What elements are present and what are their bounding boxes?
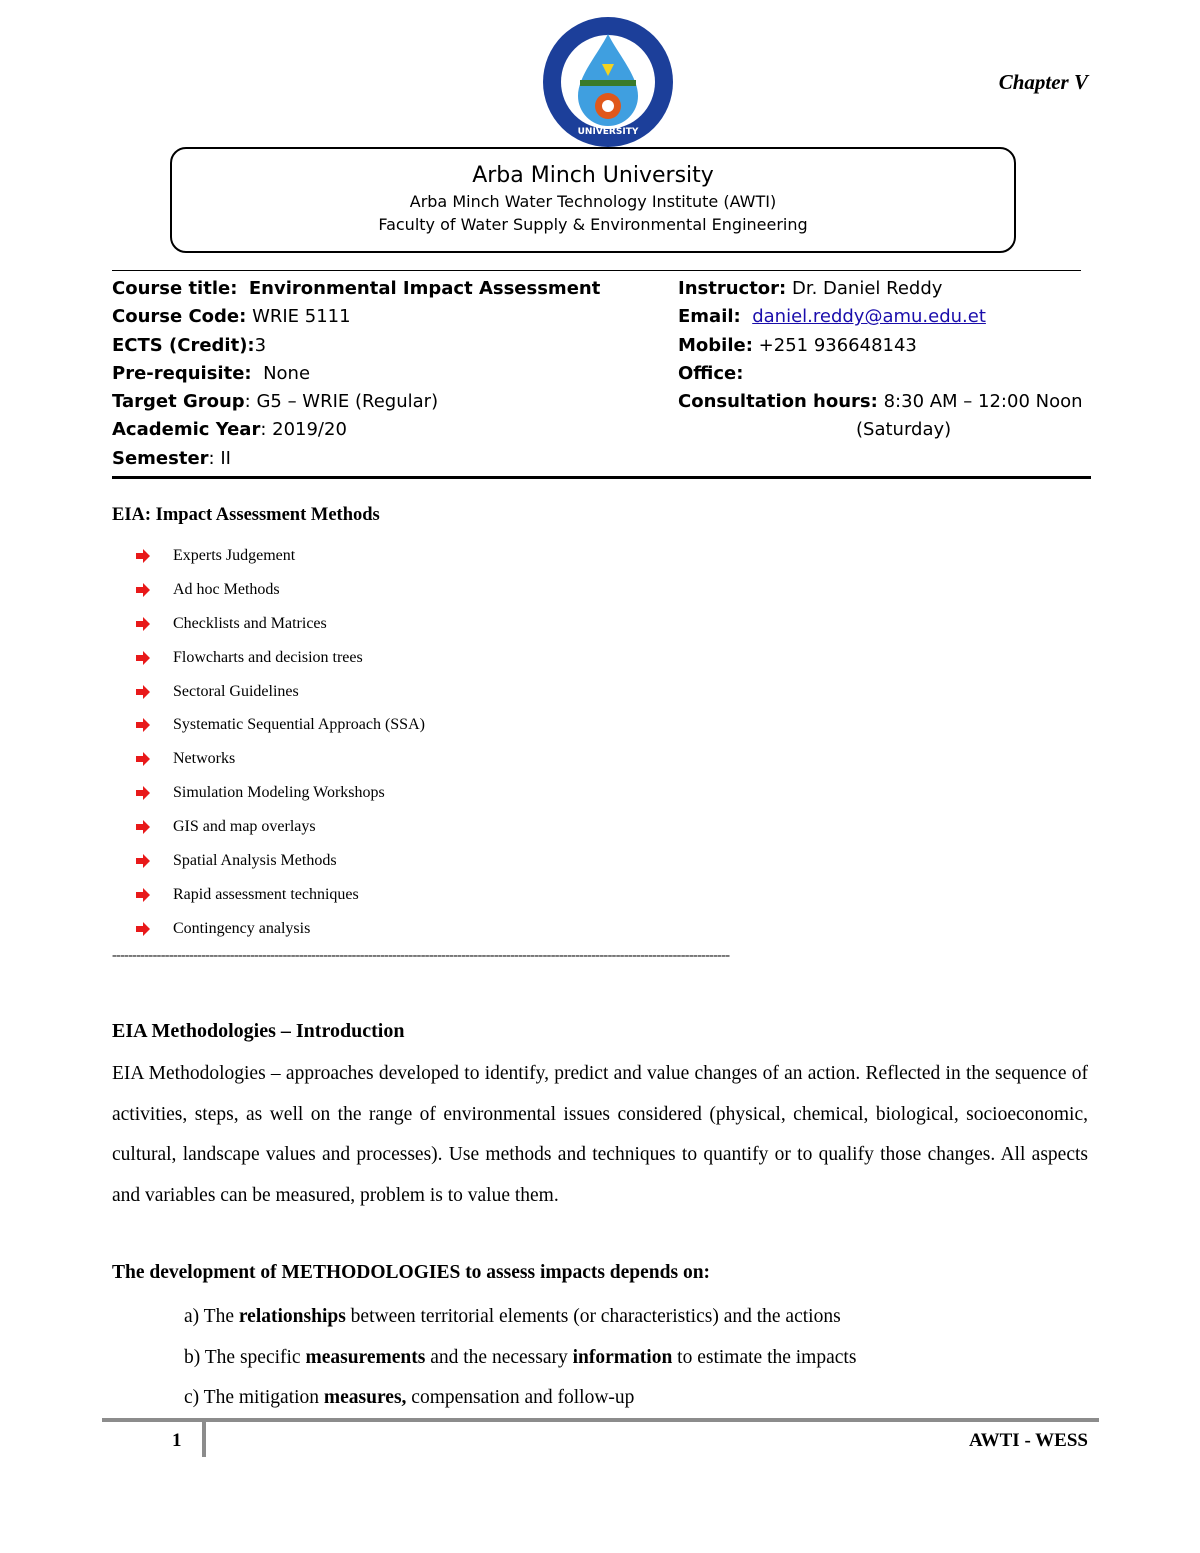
semester-label: Semester: [112, 447, 209, 469]
red-arrow-bullet-icon: [136, 651, 150, 665]
chapter-label: Chapter V: [998, 70, 1088, 94]
method-label: Experts Judgement: [173, 546, 296, 564]
course-code-value: WRIE 5111: [252, 306, 351, 328]
red-arrow-bullet-icon: [136, 752, 150, 766]
email-label: Email:: [678, 306, 741, 328]
method-label: Networks: [173, 750, 236, 768]
intro-heading: EIA Methodologies – Introduction: [112, 1020, 405, 1042]
course-info-left: [112, 275, 632, 473]
email-row: [678, 303, 1098, 331]
instructor-label: Instructor:: [678, 278, 787, 299]
instructor-value: Dr. Daniel Reddy: [791, 278, 943, 299]
method-list-item: [136, 607, 736, 641]
academic-year-value: : 2019/20: [260, 419, 347, 441]
method-list-item: [136, 539, 736, 573]
footer-rule: [102, 1418, 1099, 1422]
red-arrow-bullet-icon: [136, 549, 150, 563]
method-list-item: [136, 810, 736, 844]
info-divider: [112, 476, 1091, 479]
red-arrow-bullet-icon: [136, 854, 150, 868]
semester-row: [112, 445, 632, 473]
method-label: Rapid assessment techniques: [173, 885, 359, 903]
course-title-label: Course title:: [112, 278, 238, 299]
semester-value: : II: [208, 447, 231, 469]
instructor-row: [678, 275, 1098, 303]
mobile-value: +251 936648143: [758, 334, 917, 356]
method-list-item: [136, 776, 736, 810]
prereq-label: Pre-requisite:: [112, 362, 252, 384]
method-list-item: [136, 742, 736, 776]
point-a: a) The relationships between territorial elements (or characteristics) and the actions: [184, 1306, 841, 1327]
mobile-label: Mobile:: [678, 334, 753, 356]
development-heading: The development of METHODOLOGIES to assess impacts depends on:: [112, 1262, 711, 1283]
target-group-row: [112, 388, 632, 416]
course-title-value: Environmental Impact Assessment: [248, 278, 601, 299]
consultation-value: 8:30 AM – 12:00 Noon: [883, 391, 1083, 413]
methods-list: [136, 539, 736, 946]
page-number: 1: [172, 1430, 182, 1451]
method-list-item: [136, 641, 736, 675]
method-label: Systematic Sequential Approach (SSA): [173, 716, 425, 734]
method-list-item: [136, 912, 736, 946]
red-arrow-bullet-icon: [136, 718, 150, 732]
method-label: Checklists and Matrices: [173, 614, 327, 632]
svg-text:UNIVERSITY: UNIVERSITY: [577, 127, 639, 137]
target-group-value: : G5 – WRIE (Regular): [244, 391, 439, 413]
method-label: Sectoral Guidelines: [173, 682, 299, 700]
email-link[interactable]: daniel.reddy@amu.edu.et: [752, 306, 986, 328]
method-list-item: [136, 675, 736, 709]
red-arrow-bullet-icon: [136, 617, 150, 631]
academic-year-row: [112, 416, 632, 444]
office-row: [678, 360, 1098, 388]
prereq-row: [112, 360, 632, 388]
point-c: c) The mitigation measures, compensation and follow-up: [184, 1387, 635, 1409]
footer-label: AWTI - WESS: [969, 1430, 1088, 1451]
point-b: b) The specific measurements and the necessary information to estimate the impacts: [184, 1346, 857, 1368]
institute-name: Arba Minch Water Technology Institute (AWTI): [409, 192, 777, 211]
faculty-name: Faculty of Water Supply & Environmental Engineering: [378, 215, 808, 234]
consultation-label: Consultation hours:: [678, 391, 878, 413]
ects-row: [112, 332, 632, 360]
method-label: Spatial Analysis Methods: [173, 851, 337, 869]
red-arrow-bullet-icon: [136, 583, 150, 597]
prereq-value: None: [263, 362, 311, 384]
course-code-label: Course Code:: [112, 306, 247, 328]
development-points: [184, 1297, 856, 1419]
method-label: Ad hoc Methods: [173, 580, 280, 598]
course-info-right: [678, 275, 1098, 445]
red-arrow-bullet-icon: [136, 888, 150, 902]
method-label: GIS and map overlays: [173, 818, 316, 836]
method-label: Simulation Modeling Workshops: [173, 784, 385, 802]
academic-year-label: Academic Year: [112, 419, 261, 441]
target-group-label: Target Group: [112, 391, 245, 413]
red-arrow-bullet-icon: [136, 685, 150, 699]
header-divider: [112, 270, 1081, 271]
ects-label: ECTS (Credit):: [112, 334, 255, 356]
intro-paragraph: EIA Methodologies – approaches developed to identify, predict and value changes of an action. Reflected in the sequence of activities, steps, as well on the range of environmental issues considered (physical, chemical, biological, socioeconomic, cultural, landscape values and processes). Use methods and techniques to quantify or to qualify those changes. All aspects and variables can be measured, problem is to value them.: [112, 1063, 1088, 1207]
methods-heading: EIA: Impact Assessment Methods: [112, 505, 380, 525]
red-arrow-bullet-icon: [136, 922, 150, 936]
course-code-row: [112, 303, 632, 331]
red-arrow-bullet-icon: [136, 786, 150, 800]
footer-page-bar: [202, 1420, 206, 1457]
university-name: Arba Minch University: [472, 163, 714, 188]
method-list-item: [136, 878, 736, 912]
method-label: Flowcharts and decision trees: [173, 648, 363, 666]
consultation-row: [678, 388, 1098, 416]
ects-value: 3: [254, 334, 267, 356]
method-list-item: [136, 573, 736, 607]
office-label: Office:: [678, 362, 744, 384]
method-list-item: [136, 708, 736, 742]
institution-header-box: [170, 147, 1016, 253]
red-arrow-bullet-icon: [136, 820, 150, 834]
university-logo: [540, 14, 676, 150]
method-list-item: [136, 844, 736, 878]
dashed-separator: --------------------------------------------------------------------------------------------------------------------------------------------------------: [112, 948, 730, 963]
mobile-row: [678, 332, 1098, 360]
method-label: Contingency analysis: [173, 919, 311, 937]
course-title-row: [112, 275, 632, 303]
consultation-day: (Saturday): [856, 419, 952, 441]
